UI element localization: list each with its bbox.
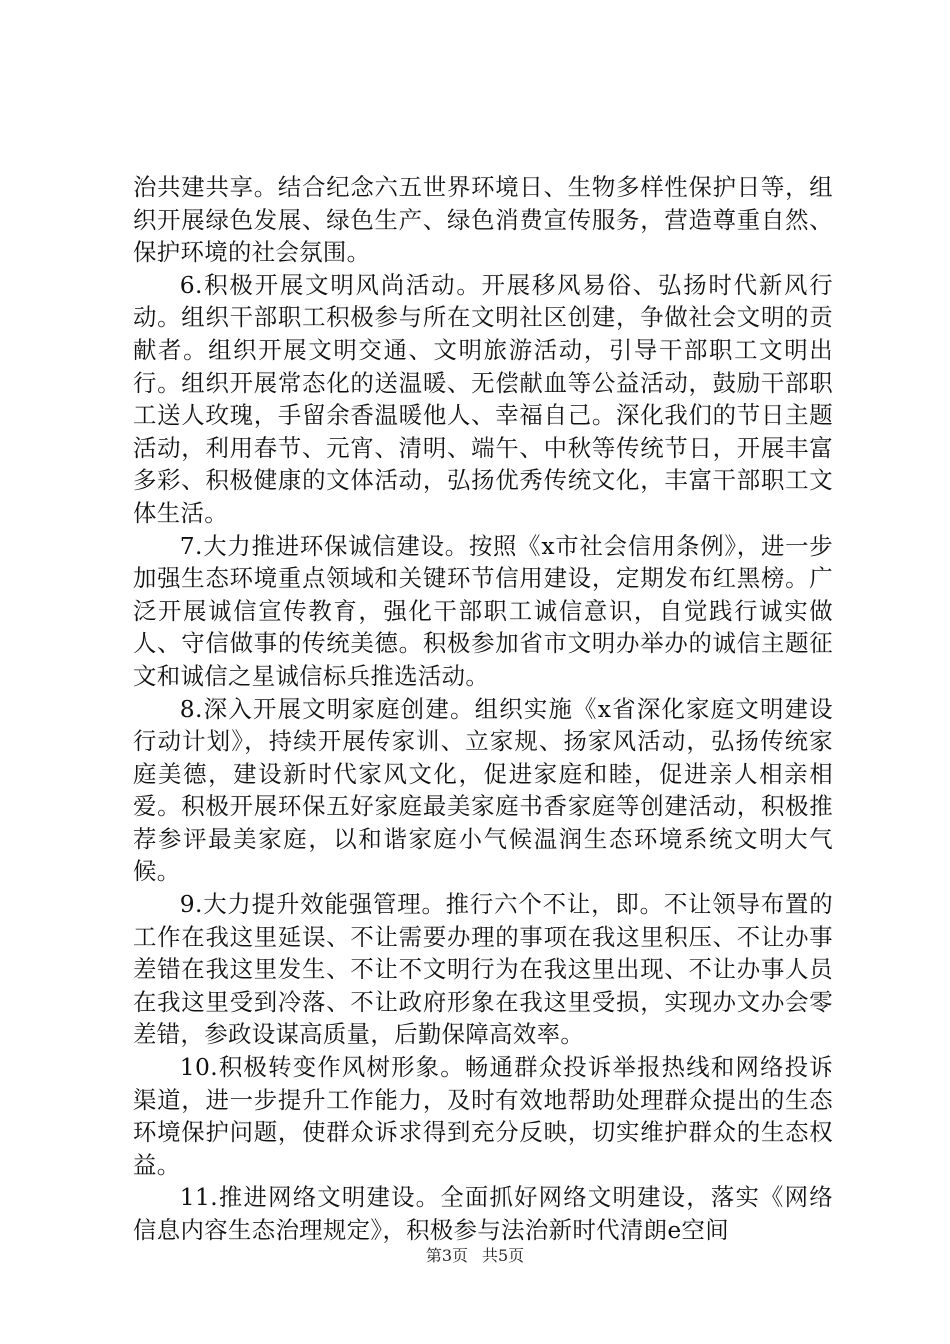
page-total: 共5页: [482, 1246, 525, 1265]
paragraph-item-9: 9.大力提升效能强管理。推行六个不让，即。不让领导布置的工作在我这里延误、不让需要办理的事项在我这里积压、不让办事差错在我这里发生、不让不文明行为在我这里出现、不让办事人员在我这里受到冷落、不让政府形象在我这里受损，实现办文办会零差错，参政设谋高质量，后勤保障高效率。: [133, 890, 833, 1049]
paragraph-item-7: 7.大力推进环保诚信建设。按照《x市社会信用条例》，进一步加强生态环境重点领域和关键环节信用建设，定期发布红黑榜。广泛开展诚信宣传教育，强化干部职工诚信意识，自觉践行诚实做人、守信做事的传统美德。积极参加省市文明办举办的诚信主题征文和诚信之星诚信标兵推选活动。: [133, 531, 833, 690]
paragraph-continued: 治共建共享。结合纪念六五世界环境日、生物多样性保护日等，组织开展绿色发展、绿色生产、绿色消费宣传服务，营造尊重自然、保护环境的社会氛围。: [133, 173, 833, 267]
document-body: [133, 171, 833, 1247]
paragraph-item-8: 8.深入开展文明家庭创建。组织实施《x省深化家庭文明建设行动计划》，持续开展传家训、立家规、扬家风活动，弘扬传统家庭美德，建设新时代家风文化，促进家庭和睦，促进亲人相亲相爱。积极开展环保五好家庭最美家庭书香家庭等创建活动，积极推荐参评最美家庭，以和谐家庭小气候温润生态环境系统文明大气候。: [133, 694, 833, 886]
page-number: 第3页: [425, 1246, 468, 1265]
paragraph-item-11: 11.推进网络文明建设。全面抓好网络文明建设，落实《网络信息内容生态治理规定》，积极参与法治新时代清朗e空间: [133, 1183, 833, 1244]
paragraph-item-6: 6.积极开展文明风尚活动。开展移风易俗、弘扬时代新风行动。组织干部职工积极参与所在文明社区创建，争做社会文明的贡献者。组织开展文明交通、文明旅游活动，引导干部职工文明出行。组织开展常态化的送温暖、无偿献血等公益活动，鼓励干部职工送人玫瑰，手留余香温暖他人、幸福自己。深化我们的节日主题活动，利用春节、元宵、清明、端午、中秋等传统节日，开展丰富多彩、积极健康的文体活动，弘扬优秀传统文化，丰富干部职工文体生活。: [133, 270, 833, 527]
page-footer: [0, 1246, 950, 1266]
paragraph-item-10: 10.积极转变作风树形象。畅通群众投诉举报热线和网络投诉渠道，进一步提升工作能力，及时有效地帮助处理群众提出的生态环境保护问题，使群众诉求得到充分反映，切实维护群众的生态权益。: [133, 1053, 833, 1179]
